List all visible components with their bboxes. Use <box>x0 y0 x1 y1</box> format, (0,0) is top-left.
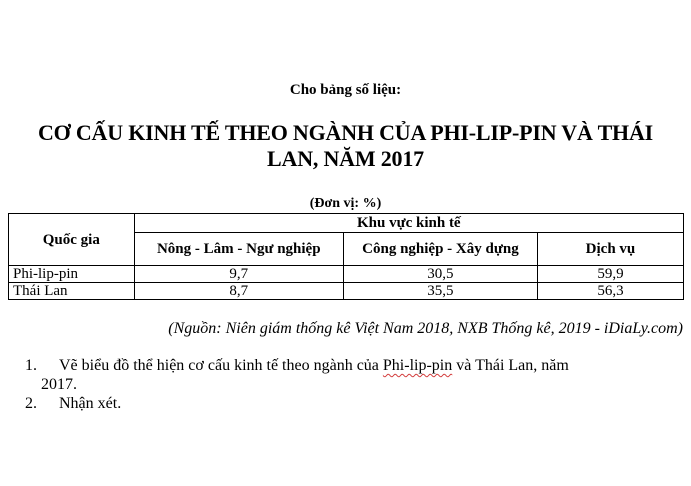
task-text-end: và Thái Lan, năm <box>452 357 569 374</box>
task-number: 2. <box>25 395 37 412</box>
title-line-1: CƠ CẤU KINH TẾ THEO NGÀNH CỦA PHI-LIP-PIN VÀ THÁI <box>37 120 654 145</box>
sector-header-services: Dịch vụ <box>537 233 683 266</box>
cell-industry: 30,5 <box>343 266 537 283</box>
cell-industry: 35,5 <box>343 283 537 300</box>
task-item <box>25 394 691 413</box>
cell-agriculture: 8,7 <box>134 283 343 300</box>
economic-structure-table <box>8 213 684 300</box>
cell-services: 59,9 <box>537 266 683 283</box>
spellcheck-marked-word: Phi-lip-pin <box>382 357 453 374</box>
task-item <box>25 356 691 394</box>
unit-note: (Đơn vị: %) <box>309 196 382 211</box>
sector-header-industry: Công nghiệp - Xây dựng <box>343 233 537 266</box>
task-text: Nhận xét. <box>59 395 122 412</box>
source-note: (Nguồn: Niên giám thống kê Việt Nam 2018, NXB Thống kê, 2019 - iDiaLy.com) <box>168 320 683 337</box>
table-header-row <box>9 214 684 233</box>
cell-services: 56,3 <box>537 283 683 300</box>
row-country: Phi-lip-pin <box>9 266 135 283</box>
country-header: Quốc gia <box>9 214 135 266</box>
table-row <box>9 283 684 300</box>
cell-agriculture: 9,7 <box>134 266 343 283</box>
sector-group-header: Khu vực kinh tế <box>134 214 683 233</box>
row-country: Thái Lan <box>9 283 135 300</box>
intro-text: Cho bảng số liệu: <box>289 82 402 98</box>
task-text: Vẽ biểu đồ thể hiện cơ cấu kinh tế theo ngành của <box>59 357 383 374</box>
task-continuation: 2017. <box>41 376 77 393</box>
sector-header-agriculture: Nông - Lâm - Ngư nghiệp <box>134 233 343 266</box>
task-number: 1. <box>25 357 37 374</box>
title-line-2: LAN, NĂM 2017 <box>267 146 424 171</box>
table-row <box>9 266 684 283</box>
page-title <box>0 120 691 172</box>
task-list <box>0 356 691 413</box>
